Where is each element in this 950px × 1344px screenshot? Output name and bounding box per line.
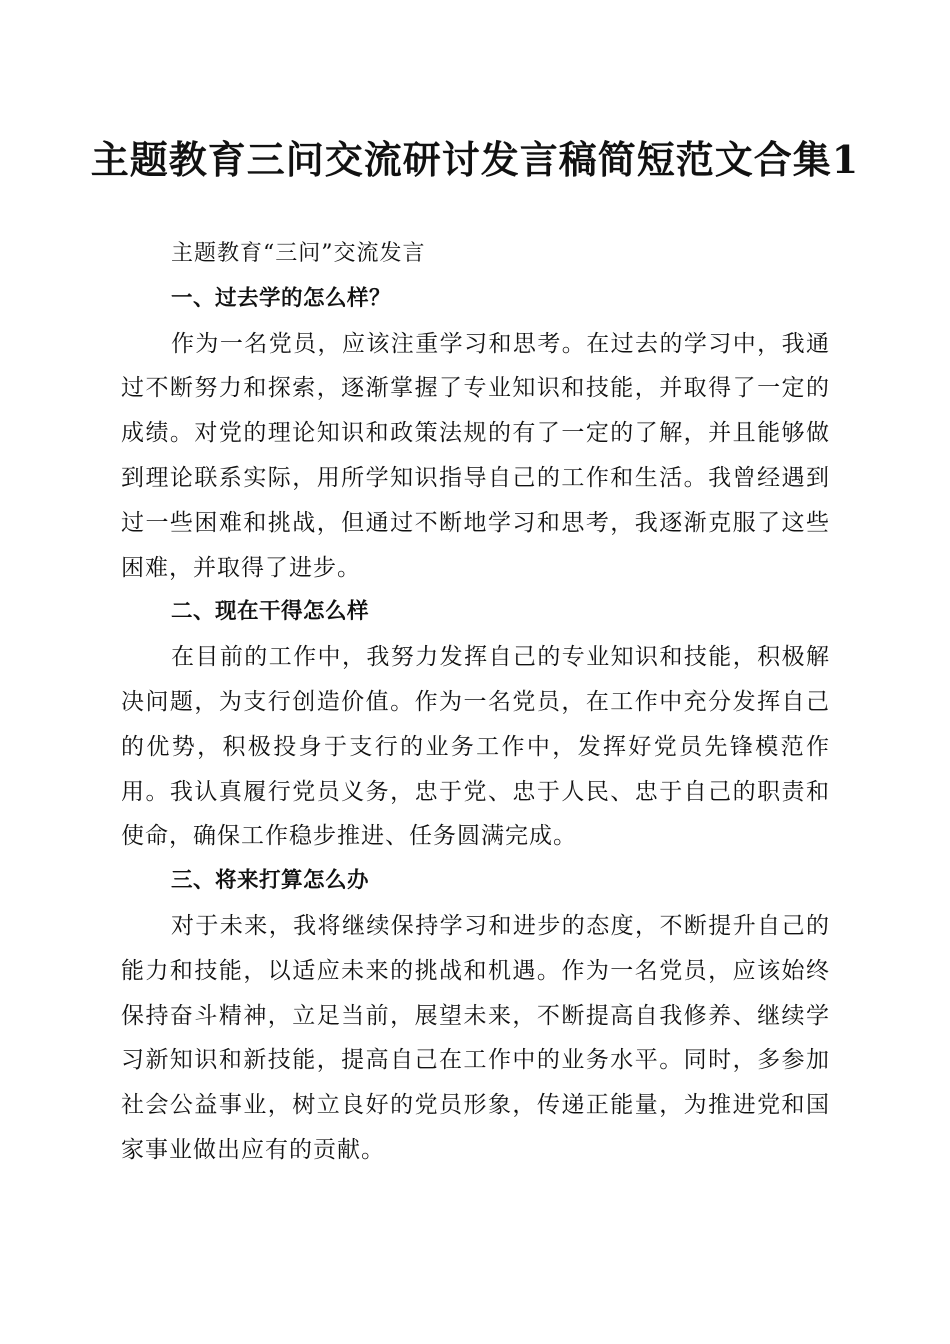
document-body [121,232,830,1173]
document-title: 主题教育三问交流研讨发言稿简短范文合集1 [90,137,860,182]
section-heading-past: 一、过去学的怎么样？ [171,285,392,311]
section-heading-present: 二、现在干得怎么样 [171,599,370,625]
document-subtitle: 主题教育“三问”交流发言 [171,241,426,266]
section-paragraph-past: 作为一名党员，应该注重学习和思考。在过去的学习中，我通过不断努力和探索，逐渐掌握了专业知识和技能，并取得了一定的成绩。对党的理论知识和政策法规的有了一定的了解，并且能够做到理论联系实际，用所学知识指导自己的工作和生活。我曾经遇到过一些困难和挑战，但通过不断地学习和思考，我逐渐克服了这些困难，并取得了进步。 [121,330,830,581]
section-paragraph-present: 在目前的工作中，我努力发挥自己的专业知识和技能，积极解决问题，为支行创造价值。作为一名党员，在工作中充分发挥自己的优势，积极投身于支行的业务工作中，发挥好党员先锋模范作用。我认真履行党员义务，忠于党、忠于人民、忠于自己的职责和使命，确保工作稳步推进、任务圆满完成。 [121,644,830,850]
section-paragraph-future: 对于未来，我将继续保持学习和进步的态度，不断提升自己的能力和技能，以适应未来的挑战和机遇。作为一名党员，应该始终保持奋斗精神，立足当前，展望未来，不断提高自我修养、继续学习新知识和新技能，提高自己在工作中的业务水平。同时，多参加社会公益事业，树立良好的党员形象，传递正能量，为推进党和国家事业做出应有的贡献。 [121,912,830,1163]
section-heading-future: 三、将来打算怎么办 [171,868,370,894]
